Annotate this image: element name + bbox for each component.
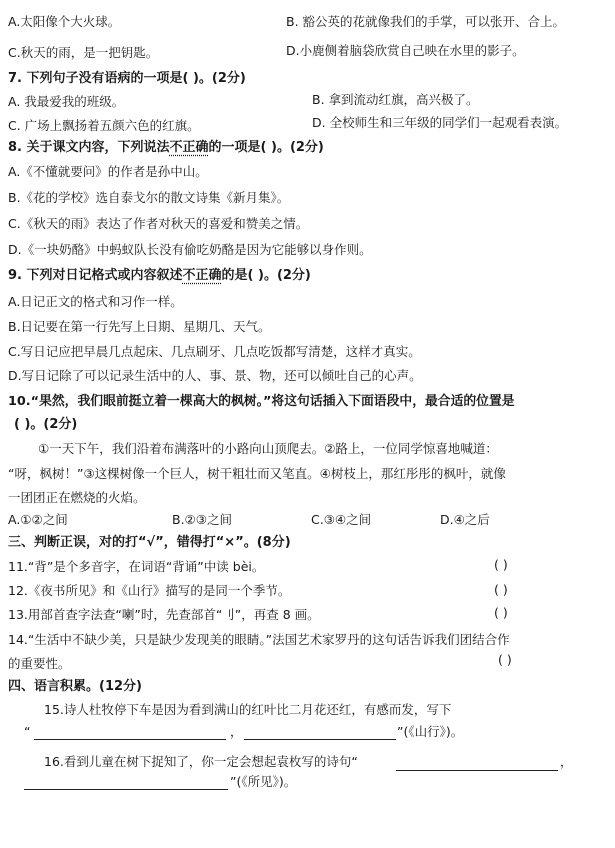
q8-option-a: A.《不懂就要问》的作者是孙中山。 [8,164,208,179]
q7-option-a: A. 我最爱我的班级。 [8,94,125,109]
q9-option-c: C.写日记应把早晨几点起床、几点刷牙、几点吃饭都写清楚，这样才真实。 [8,344,421,359]
q14-answer-paren[interactable]: ( ) [498,652,512,667]
q9-emphasis: 不正确 [182,268,222,283]
q6-option-c: C.秋天的雨，是一把钥匙。 [8,45,159,60]
q7-option-c: C. 广场上飘扬着五颜六色的红旗。 [8,118,200,133]
q6-option-b: B. 豁公英的花就像我们的手掌，可以张开、合上。 [286,14,566,29]
section-4-title: 四、语言积累。(12分) [8,679,142,694]
q13-text: 13.用部首查字法查“喇”时，先查部首“刂”，再查 8 画。 [8,607,320,622]
q16-close: ”(《所见》)。 [230,774,297,789]
q16-blank-1[interactable] [396,756,558,771]
q10-passage-line-1: ①一天下午，我们沿着布满落叶的小路向山顶爬去。②路上，一位同学惊喜地喊道： [38,441,498,456]
q10-option-b: B.②③之间 [172,512,232,527]
q11-answer-paren[interactable]: ( ) [494,557,508,572]
q15-blank-1[interactable] [34,725,226,740]
q13-answer-paren[interactable]: ( ) [494,605,508,620]
q16-comma: ， [560,754,573,769]
q9-option-a: A.日记正文的格式和习作一样。 [8,294,183,309]
q14-text-cont: 的重要性。 [8,656,71,671]
q10-title: 10.“果然，我们眼前挺立着一棵高大的枫树。”将这句话插入下面语段中，最合适的位置是 [8,394,515,409]
q9-option-b: B.日记要在第一行先写上日期、星期几、天气。 [8,319,271,334]
q8-option-b: B.《花的学校》选自泰戈尔的散文诗集《新月集》。 [8,190,290,205]
q12-text: 12.《夜书所见》和《山行》描写的是同一个季节。 [8,583,291,598]
q6-option-d: D.小鹿侧着脑袋欣赏自己映在水里的影子。 [286,43,525,58]
q10-option-c: C.③④之间 [311,512,372,527]
q14-text: 14.“生活中不缺少美，只是缺少发现美的眼睛。”法国艺术家罗丹的这句话告诉我们团结合作 [8,632,510,647]
q10-passage-line-2: “呀，枫树！”③这棵树像一个巨人，树干粗壮而又笔直。④树枝上，那红彤彤的枫叶，就像 [8,466,506,481]
q7-option-d: D. 全校师生和三年级的同学们一起观看表演。 [312,115,568,130]
q7-title: 7. 下列句子没有语病的一项是( )。(2分) [8,71,246,86]
q10-option-a: A.①②之间 [8,512,68,527]
q11-text: 11.“背”是个多音字，在词语“背诵”中读 bèi。 [8,559,265,574]
q16-text: 16.看到儿童在树下捉知了，你一定会想起袁枚写的诗句“ [44,754,358,769]
q9-title: 9. 下列对日记格式或内容叙述不正确的是( )。(2分) [8,268,311,283]
q8-title: 8. 关于课文内容，下列说法不正确的一项是( )。(2分) [8,140,324,155]
q15-open-quote: “ [24,724,31,739]
q15-close: ”(《山行》)。 [397,724,464,739]
q15-text: 15.诗人杜牧停下车是因为看到满山的红叶比二月花还红，有感而发，写下 [44,702,452,717]
q8-option-d: D.《一块奶酪》中蚂蚁队长没有偷吃奶酪是因为它能够以身作则。 [8,242,372,257]
q6-option-a: A.太阳像个大火球。 [8,14,121,29]
section-3-title: 三、判断正误，对的打“√”，错得打“×”。(8分) [8,535,291,550]
q7-option-b: B. 拿到流动红旗，高兴极了。 [312,92,479,107]
q9-option-d: D.写日记除了可以记录生活中的人、事、景、物，还可以倾吐自己的心声。 [8,368,422,383]
q8-option-c: C.《秋天的雨》表达了作者对秋天的喜爱和赞美之情。 [8,216,309,231]
q8-emphasis: 不正确 [169,140,209,155]
q16-blank-2[interactable] [24,775,228,790]
q12-answer-paren[interactable]: ( ) [494,582,508,597]
q15-blank-2[interactable] [244,725,396,740]
q15-comma: ， [230,724,243,739]
q10-passage-line-3: 一团团正在燃烧的火焰。 [8,490,146,505]
q10-title-cont: ( )。(2分) [14,417,78,432]
q10-option-d: D.④之后 [440,512,490,527]
